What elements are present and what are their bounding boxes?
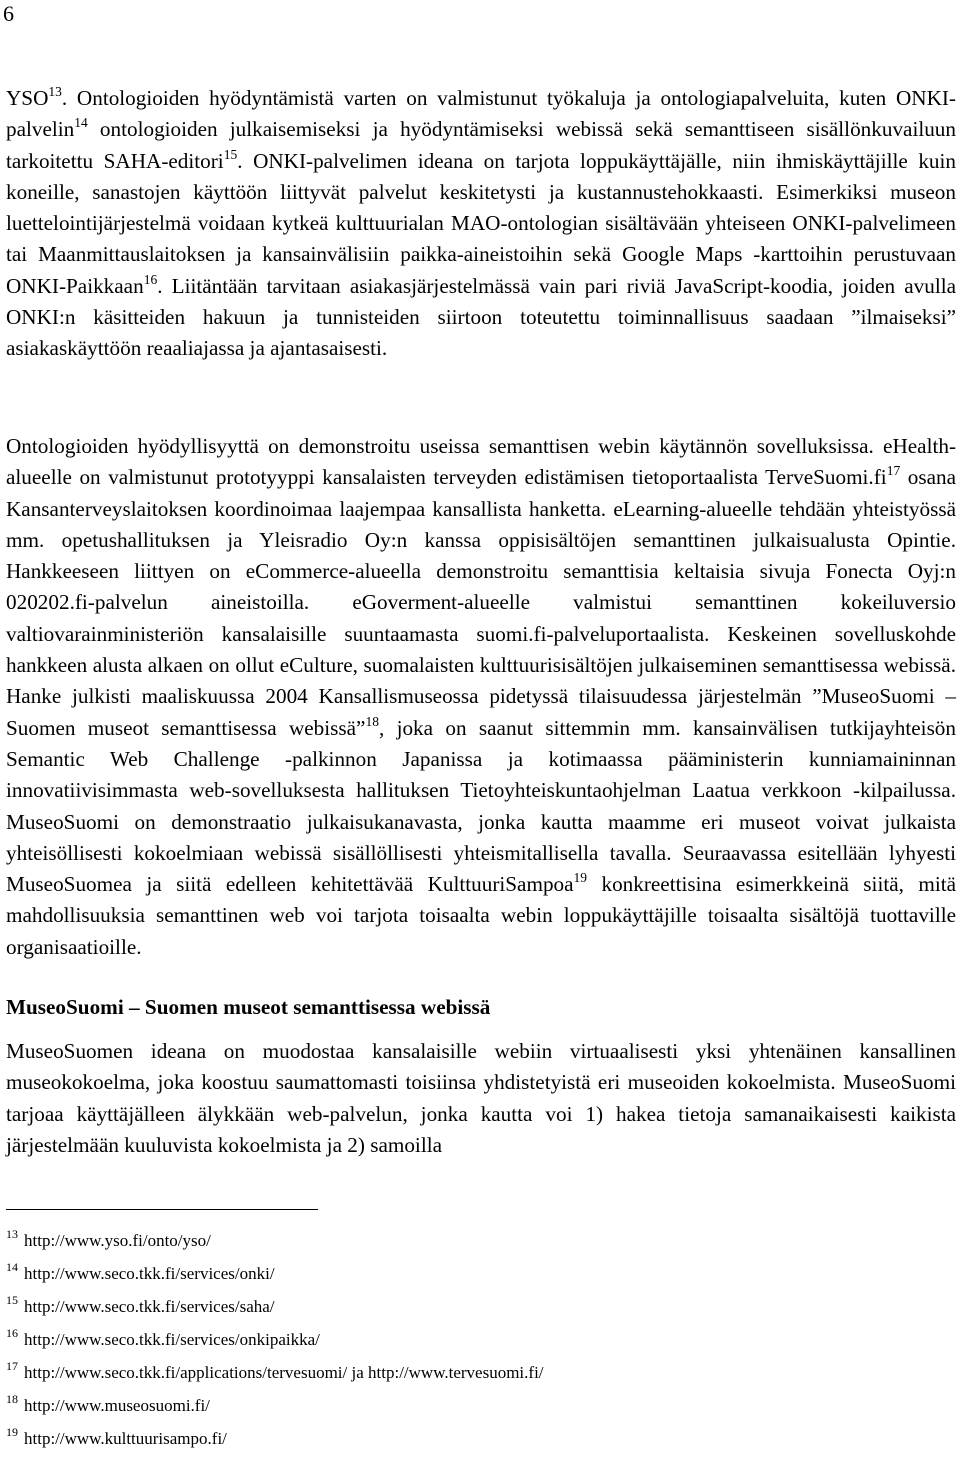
footnote-number: 16 (6, 1326, 18, 1340)
footnote-ref-16: 16 (143, 271, 158, 287)
footnotes-list (6, 1225, 956, 1456)
footnote-link[interactable]: http://www.kulttuurisampo.fi/ (24, 1429, 227, 1448)
text-run: . ONKI-palvelimen ideana on tarjota loppukäyttäjälle, niin ihmiskäyttäjille kuin koneille, sanastojen käyttöön liittyvät palvelut keskitetysti ja kustannustehokkaasti. Esimerkiksi museon luettelointijärjestelmä voidaan kytkeä kulttuurialan MAO-ontologian sisältävään yhteiseen ONKI-palvelimeen tai Maanmittauslaitoksen ja kansainvälisiin paikka-aineistoihin sekä Google Maps -karttoihin perustuvaan ONKI-Paikkaan (6, 148, 956, 298)
footnote-number: 19 (6, 1425, 18, 1439)
footnote-number: 15 (6, 1293, 18, 1307)
footnote-item (6, 1258, 956, 1291)
text-run: . Ontologioiden hyödyntämistä varten on valmistunut työkaluja ja ontologiapalveluita, kuten ONKI-palvelin (6, 86, 956, 142)
footnote-ref-13: 13 (48, 83, 62, 99)
text-run: konkreettisina esimerkkeinä siitä, mitä mahdollisuuksia semanttinen web voi tarjota toisaalta webin loppukäyttäjille toisaalta sisältöjä tuottaville organisaatioille. (6, 872, 956, 959)
paragraph-museosuomi: MuseoSuomen ideana on muodostaa kansalaisille webiin virtuaalisesti yksi yhtenäinen kansallinen museokokoelma, joka koostuu saumattomasti toisiinsa yhdistetyistä eri museoiden kokoelmista. MuseoSuomi tarjoaa käyttäjälleen älykkään web-palvelun, jonka kautta voi 1) hakea tietoja samanaikaisesti kaikista järjestelmään kuuluvista kokoelmista ja 2) samoilla (6, 1039, 956, 1157)
footnote-item (6, 1423, 956, 1456)
footnote-item (6, 1324, 956, 1357)
footnote-link[interactable]: http://www.seco.tkk.fi/services/saha/ (24, 1297, 275, 1316)
footnote-item (6, 1225, 956, 1258)
text-run: osana Kansanterveyslaitoksen koordinoimaa laajempaa kansallista hanketta. eLearning-alueelle tehdään yhteistyössä mm. opetushallituksen ja Yleisradio Oy:n kanssa oppisisältöjen semanttinen julkaisualusta Opintie. Hankkeeseen liittyen on eCommerce-alueella demonstroitu semanttisia keltaisia sivuja Fonecta Oyj:n 020202.fi-palvelun aineistoilla. eGoverment-alueelle valmistui semanttinen kokeiluversio valtiovarainministeriön kansalaisille suuntaamasta suomi.fi-palveluportaalista. Keskeinen sovelluskohde hankkeen alusta alkaen on ollut eCulture, suomalaisten kulttuurisisältöjen julkaiseminen semanttisessa webissä. Hanke julkisti maaliskuussa 2004 Kansallismuseossa pidetyssä tilaisuudessa järjestelmän ”MuseoSuomi – Suomen museot semanttisessa webissä” (6, 465, 956, 740)
footnote-link[interactable]: http://www.museosuomi.fi/ (24, 1396, 210, 1415)
footnote-link[interactable]: http://www.seco.tkk.fi/services/onkipaikka/ (24, 1330, 320, 1349)
footnote-divider (6, 1209, 318, 1210)
footnote-item (6, 1357, 956, 1390)
text-run: YSO (6, 86, 49, 110)
footnote-ref-15: 15 (223, 146, 238, 162)
footnote-number: 13 (6, 1227, 18, 1241)
section-heading: MuseoSuomi – Suomen museot semanttisessa webissä (6, 995, 491, 1019)
footnote-link[interactable]: http://www.yso.fi/onto/yso/ (24, 1231, 211, 1250)
footnote-number: 14 (6, 1260, 18, 1274)
footnote-ref-14: 14 (74, 115, 88, 131)
footnote-ref-18: 18 (365, 713, 379, 729)
text-run: ontologioiden julkaisemiseksi ja hyödyntämiseksi webissä sekä semanttiseen sisällönkuvailuun tarkoitettu SAHA-editori (6, 117, 956, 173)
footnote-ref-19: 19 (573, 870, 588, 886)
text-run: Ontologioiden hyödyllisyyttä on demonstroitu useissa semanttisen webin käytännön sovelluksissa. eHealth-alueelle on valmistunut prototyyppi kansalaisten terveyden edistämisen tietoportaalista TerveSuomi.fi (6, 434, 956, 490)
footnote-ref-17: 17 (886, 463, 901, 479)
paragraph-applications (6, 431, 956, 963)
paragraph-ontology-tools (6, 83, 956, 365)
text-run: . Liitäntään tarvitaan asiakasjärjestelmässä vain pari riviä JavaScript-koodia, joiden avulla ONKI:n käsitteiden hakuun ja tunnisteiden siirtoon toteutettu toiminnallisuus saadaan ”ilmaiseksi” asiakaskäyttöön reaaliajassa ja ajantasaisesti. (6, 273, 956, 361)
text-run: , joka on saanut sittemmin mm. kansainvälisen tutkijayhteisön Semantic Web Challenge -palkinnon Japanissa ja kotimaassa pääministerin kunniamaininnan innovatiivisimmasta web-sovelluksesta hallituksen Tietoyhteiskuntaohjelman Laatua verkkoon -kilpailussa. MuseoSuomi on demonstraatio julkaisukanavasta, jonka kautta maamme eri museot voivat julkaista yhteisöllisesti kokoelmiaan webissä sisällöllisesti yhteismitallisella tavalla. Seuraavassa esitellään lyhyesti MuseoSuomea ja siitä edelleen kehitettävää KulttuuriSampoa (6, 715, 956, 897)
page-number: 6 (3, 1, 14, 26)
footnote-link[interactable]: http://www.seco.tkk.fi/applications/tervesuomi/ ja http://www.tervesuomi.fi/ (24, 1363, 544, 1382)
footnote-item (6, 1291, 956, 1324)
footnote-link[interactable]: http://www.seco.tkk.fi/services/onki/ (24, 1264, 275, 1283)
footnote-item (6, 1390, 956, 1423)
footnote-number: 17 (6, 1359, 18, 1373)
footnote-number: 18 (6, 1392, 18, 1406)
